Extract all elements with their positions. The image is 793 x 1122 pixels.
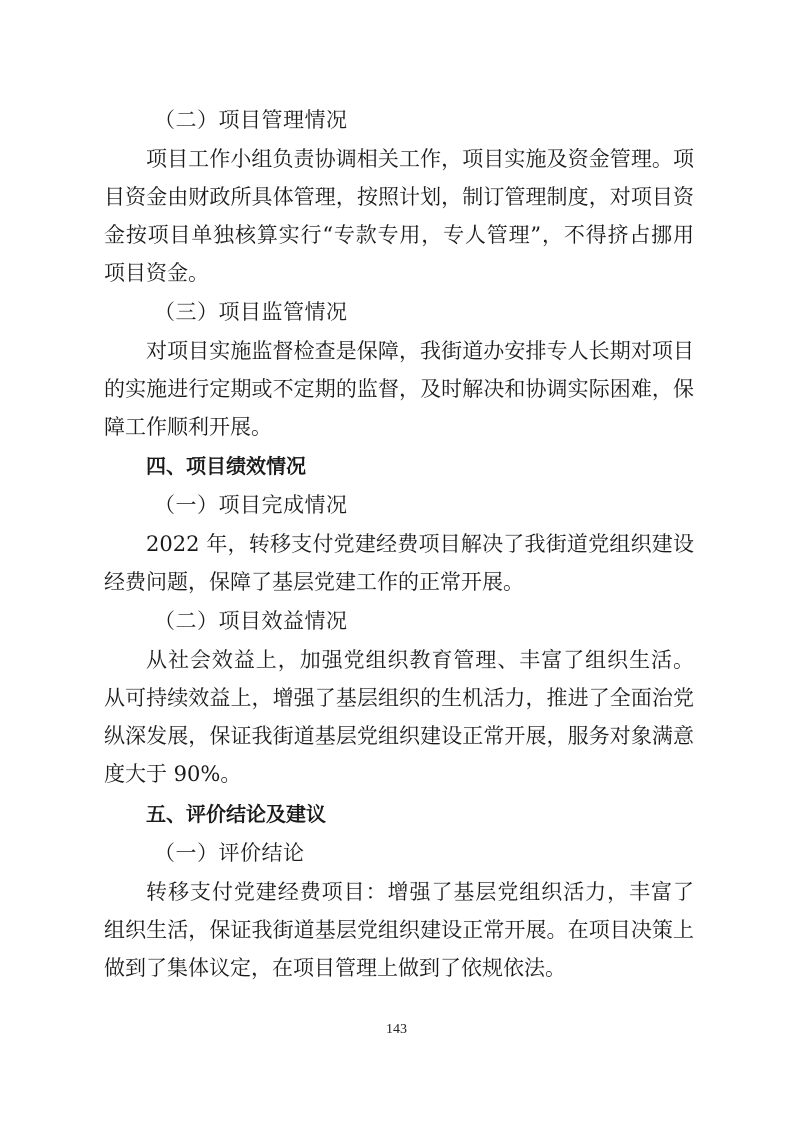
paragraph-line: 度大于 90%。 — [104, 762, 242, 786]
subheading-project-benefits: （二）项目效益情况 — [154, 609, 348, 633]
subheading-project-completion: （一）项目完成情况 — [154, 493, 348, 517]
paragraph-line: 金按项目单独核算实行“专款专用，专人管理”，不得挤占挪用 — [104, 223, 694, 247]
paragraph-line: 从可持续效益上，增强了基层组织的生机活力，推进了全面治党 — [104, 686, 694, 710]
paragraph-line: 组织生活，保证我街道基层党组织建设正常开展。在项目决策上 — [104, 918, 694, 942]
paragraph-line: 的实施进行定期或不定期的监督，及时解决和协调实际困难，保 — [104, 377, 694, 401]
paragraph-line: 转移支付党建经费项目：增强了基层党组织活力，丰富了 — [146, 880, 694, 904]
paragraph-line: 对项目实施监督检查是保障，我街道办安排专人长期对项目 — [146, 339, 694, 363]
paragraph-line: 2022 年，转移支付党建经费项目解决了我街道党组织建设 — [146, 532, 694, 556]
paragraph-line: 纵深发展，保证我街道基层党组织建设正常开展，服务对象满意 — [104, 724, 694, 748]
paragraph-line: 经费问题，保障了基层党建工作的正常开展。 — [104, 570, 524, 594]
paragraph-line: 障工作顺利开展。 — [104, 415, 272, 439]
section-heading-conclusion: 五、评价结论及建议 — [146, 802, 326, 826]
paragraph-line: 项目资金。 — [104, 261, 209, 285]
paragraph-line: 项目工作小组负责协调相关工作，项目实施及资金管理。项 — [146, 147, 694, 171]
paragraph-line: 目资金由财政所具体管理，按照计划，制订管理制度，对项目资 — [104, 185, 694, 209]
subheading-evaluation-conclusion: （一）评价结论 — [154, 841, 305, 865]
subheading-project-management: （二）项目管理情况 — [154, 108, 348, 132]
paragraph-line: 做到了集体议定，在项目管理上做到了依规依法。 — [104, 956, 566, 980]
page-number: 143 — [386, 1022, 407, 1037]
paragraph-line: 从社会效益上，加强党组织教育管理、丰富了组织生活。 — [146, 648, 694, 672]
subheading-project-supervision: （三）项目监管情况 — [154, 300, 348, 324]
section-heading-performance: 四、项目绩效情况 — [146, 454, 306, 478]
